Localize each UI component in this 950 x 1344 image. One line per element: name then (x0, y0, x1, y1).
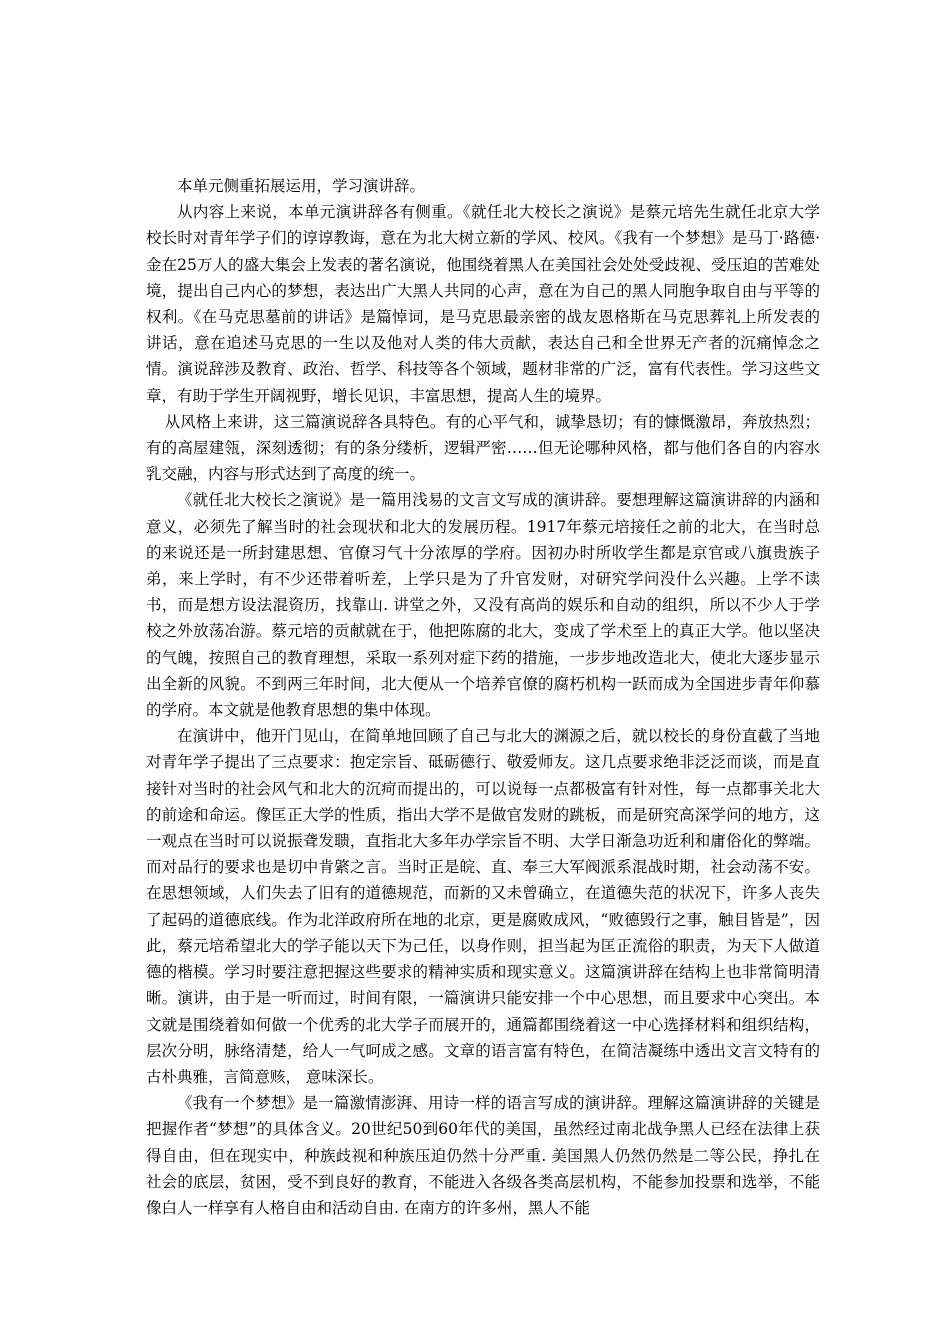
paragraph-style-overview: 从风格上来讲，这三篇演说辞各具特色。有的心平气和，诚挚恳切；有的慷慨激昂，奔放热烈；有的高屋建瓴，深刻透彻；有的条分缕析，逻辑严密……但无论哪种风格，都与他们各自的内容水乳交融，内容与形式达到了高度的统一。 (146, 412, 820, 484)
paragraph-speech-analysis: 在演讲中，他开门见山，在简单地回顾了自己与北大的渊源之后，就以校长的身份直截了当地对青年学子提出了三点要求：抱定宗旨、砥砺德行、敬爱师友。这几点要求绝非泛泛而谈，而是直接针对当时的社会风气和北大的沉疴而提出的，可以说每一点都极富有针对性，每一点都事关北大的前途和命运。像匡正大学的性质，指出大学不是做官发财的跳板，而是研究高深学问的地方，这一观点在当时可以说振聋发聩，直指北大多年办学宗旨不明、大学日渐急功近利和庸俗化的弊端。而对品行的要求也是切中肯綮之言。当时正是皖、直、奉三大军阀派系混战时期，社会动荡不安。在思想领域，人们失去了旧有的道德规范，而新的又未曾确立，在道德失范的状况下，许多人丧失了起码的道德底线。作为北洋政府所在地的北京，更是腐败成风，“败德毁行之事，触目皆是”，因此，蔡元培希望北大的学子能以天下为己任，以身作则，担当起为匡正流俗的职责，为天下人做道德的楷模。学习时要注意把握这些要求的精神实质和现实意义。这篇演讲辞在结构上也非常简明清晰。演讲，由于是一听而过，时间有限，一篇演讲只能安排一个中心思想，而且要求中心突出。本文就是围绕着如何做一个优秀的北大学子而展开的，通篇都围绕着这一中心选择材料和组织结构，层次分明，脉络清楚，给人一气呵成之感。文章的语言富有特色，在简洁凝练中透出文言文特有的古朴典雅，言简意赅， 意味深长。 (146, 727, 820, 1086)
paragraph-peking-university-speech: 《就任北大校长之演说》是一篇用浅易的文言文写成的演讲辞。要想理解这篇演讲辞的内涵和意义，必须先了解当时的社会现状和北大的发展历程。1917年蔡元培接任之前的北大，在当时总的来说还是一所封建思想、官僚习气十分浓厚的学府。因初办时所收学生都是京官或八旗贵族子弟，来上学时，有不少还带着听差，上学只是为了升官发财，对研究学问没什么兴趣。上学不读书，而是想方设法混资历，找靠山. 讲堂之外，又没有高尚的娱乐和自动的组织，所以不少人于学校之外放荡冶游。蔡元培的贡献就在于，他把陈腐的北大，变成了学术至上的真正大学。他以坚决的气魄，按照自己的教育理想，采取一系列对症下药的措施，一步步地改造北大，使北大逐步显示出全新的风貌。不到两三年时间，北大便从一个培养官僚的腐朽机构一跃而成为全国进步青年仰慕的学府。本文就是他教育思想的集中体现。 (146, 491, 820, 720)
document-body (146, 173, 820, 1221)
paragraph-i-have-a-dream: 《我有一个梦想》是一篇激情澎湃、用诗一样的语言写成的演讲辞。理解这篇演讲辞的关键是把握作者“梦想”的具体含义。20世纪50到60年代的美国，虽然经过南北战争黑人已经在法律上获得自由，但在现实中，种族歧视和种族压迫仍然十分严重. 美国黑人仍然仍然是二等公民，挣扎在社会的底层，贫困，受不到良好的教育，不能进入各级各类高层机构，不能参加投票和选举，不能像白人一样享有人格自由和活动自由. 在南方的许多州，黑人不能 (146, 1094, 820, 1217)
paragraph-content-overview: 从内容上来说，本单元演讲辞各有侧重。《就任北大校长之演说》是蔡元培先生就任北京大学校长时对青年学子们的谆谆教诲，意在为北大树立新的学风、校风。《我有一个梦想》是马丁·路德·金在25万人的盛大集会上发表的著名演说，他围绕着黑人在美国社会处处受歧视、受压迫的苦难处境，提出自己内心的梦想，表达出广大黑人共同的心声，意在为自己的黑人同胞争取自由与平等的权利。《在马克思墓前的讲话》是篇悼词，是马克思最亲密的战友恩格斯在马克思葬礼上所发表的讲话，意在追述马克思的一生以及他对人类的伟大贡献，表达自己和全世界无产者的沉痛悼念之情。演说辞涉及教育、政治、哲学、科技等各个领域，题材非常的广泛，富有代表性。学习这些文章，有助于学生开阔视野，增长见识，丰富思想，提高人生的境界。 (146, 203, 820, 405)
paragraph-intro: 本单元侧重拓展运用，学习演讲辞。 (177, 177, 426, 195)
